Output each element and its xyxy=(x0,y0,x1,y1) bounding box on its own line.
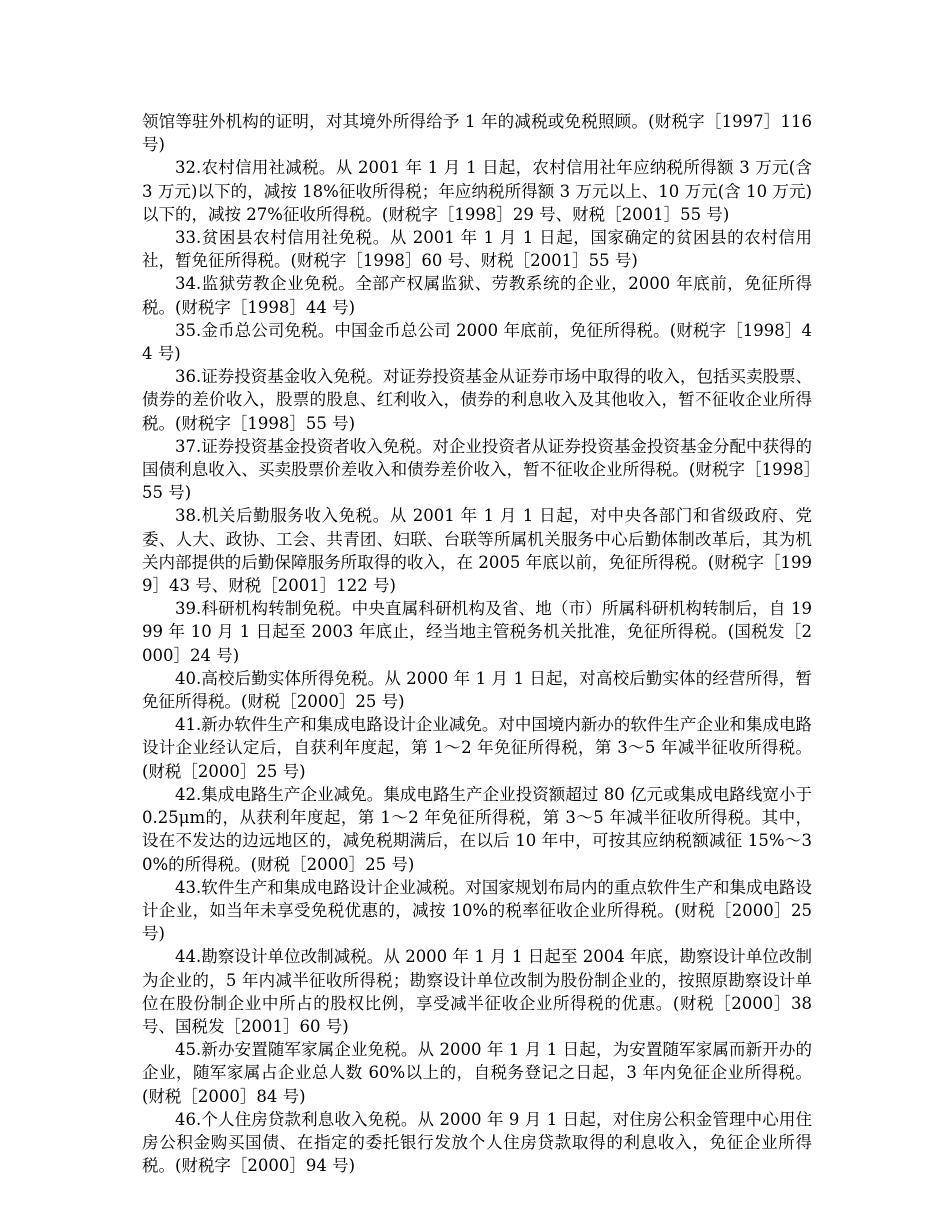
paragraph-item-35: 35.金币总公司免税。中国金币总公司 2000 年底前，免征所得税。(财税字［1998］44 号) xyxy=(142,320,812,364)
paragraph-item-46: 46.个人住房贷款利息收入免税。从 2000 年 9 月 1 日起，对住房公积金管理中心用住房公积金购买国债、在指定的委托银行发放个人住房贷款取得的利息收入，免征企业所得税。(财税字［2000］94 号) xyxy=(142,1109,812,1176)
paragraph-item-33: 33.贫困县农村信用社免税。从 2001 年 1 月 1 日起，国家确定的贫困县的农村信用社，暂免征所得税。(财税字［1998］60 号、财税［2001］55 号) xyxy=(142,228,812,271)
paragraph-item-37: 37.证券投资基金投资者收入免税。对企业投资者从证券投资基金投资基金分配中获得的国债利息收入、买卖股票价差收入和债券差价收入，暂不征收企业所得税。(财税字［1998］55 号) xyxy=(142,436,812,503)
paragraph-continuation: 领馆等驻外机构的证明，对其境外所得给予 1 年的减税或免税照顾。(财税字［1997］116 号) xyxy=(142,112,812,155)
paragraph-item-39: 39.科研机构转制免税。中央直属科研机构及省、地（市）所属科研机构转制后，自 1999 年 10 月 1 日起至 2003 年底止，经当地主管税务机关批准，免征所得税。(国税发［2000］24 号) xyxy=(142,599,812,665)
paragraph-item-40: 40.高校后勤实体所得免税。从 2000 年 1 月 1 日起，对高校后勤实体的经营所得，暂免征所得税。(财税［2000］25 号) xyxy=(142,668,812,712)
paragraph-item-42: 42.集成电路生产企业减免。集成电路生产企业投资额超过 80 亿元或集成电路线宽小于 0.25μm的，从获利年度起，第 1～2 年免征所得税，第 3～5 年减半征收所得税。其中，设在不发达的边远地区的，减免税期满后，在以后 10 年中，可按其应纳税额减征 15%～30%的所得税。(财税［2000］25 号) xyxy=(142,784,812,874)
paragraph-item-45: 45.新办安置随军家属企业免税。从 2000 年 1 月 1 日起，为安置随军家属而新开办的企业，随军家属占企业总人数 60%以上的，自税务登记之日起，3 年内免征企业所得税。(财税［2000］84 号) xyxy=(142,1040,812,1106)
paragraph-item-41: 41.新办软件生产和集成电路设计企业减免。对中国境内新办的软件生产企业和集成电路设计企业经认定后，自获利年度起，第 1～2 年免征所得税，第 3～5 年减半征收所得税。(财税［2000］25 号) xyxy=(142,715,812,781)
paragraph-item-38: 38.机关后勤服务收入免税。从 2001 年 1 月 1 日起，对中央各部门和省级政府、党委、人大、政协、工会、共青团、妇联、台联等所属机关服务中心后勤体制改革后，其为机关内部提供的后勤保障服务所取得的收入，在 2005 年底以前，免征所得税。(财税字［1999］43 号、财税［2001］122 号) xyxy=(142,506,812,596)
paragraph-item-43: 43.软件生产和集成电路设计企业减税。对国家规划布局内的重点软件生产和集成电路设计企业，如当年未享受免税优惠的，减按 10%的税率征收企业所得税。(财税［2000］25 号) xyxy=(142,877,812,944)
paragraph-item-44: 44.勘察设计单位改制减税。从 2000 年 1 月 1 日起至 2004 年底，勘察设计单位改制为企业的，5 年内减半征收所得税；勘察设计单位改制为股份制企业的，按照原勘察设计单位在股份制企业中所占的股权比例，享受减半征收企业所得税的优惠。(财税［2000］38 号、国税发［2001］60 号) xyxy=(142,947,812,1036)
paragraph-item-34: 34.监狱劳教企业免税。全部产权属监狱、劳教系统的企业，2000 年底前，免征所得税。(财税字［1998］44 号) xyxy=(142,274,812,317)
paragraph-item-36: 36.证券投资基金收入免税。对证券投资基金从证券市场中取得的收入，包括买卖股票、债券的差价收入，股票的股息、红利收入，债券的利息收入及其他收入，暂不征收企业所得税。(财税字［1998］55 号) xyxy=(142,367,812,433)
paragraph-item-32: 32.农村信用社减税。从 2001 年 1 月 1 日起，农村信用社年应纳税所得额 3 万元(含 3 万元)以下的，减按 18%征收所得税；年应纳税所得额 3 万元以上、10 万元(含 10 万元)以下的，减按 27%征收所得税。(财税字［1998］29 号、财税［2001］55 号) xyxy=(142,158,812,224)
document-body xyxy=(142,110,812,1177)
